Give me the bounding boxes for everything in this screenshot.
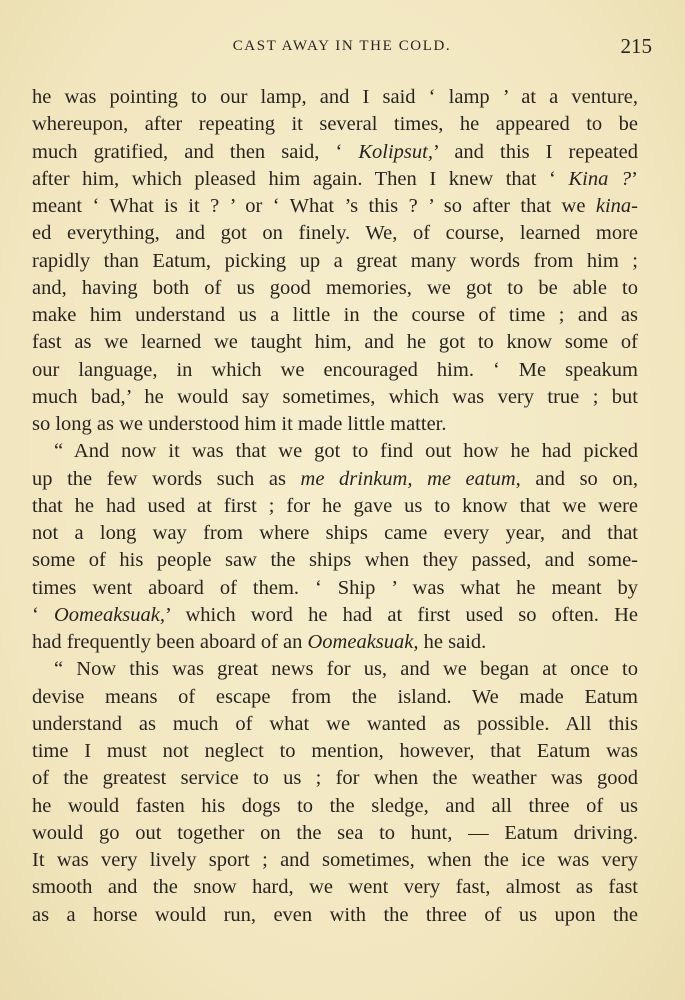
text-line: [32, 384, 638, 411]
text-line: [32, 738, 638, 765]
text-line: [32, 684, 638, 711]
text-segment: that he had used at first ; for he gave us to know that we were: [32, 494, 638, 517]
italic-text: me drinkum, me eatum,: [300, 467, 521, 490]
page-header: [32, 34, 652, 60]
text-segment: ’: [631, 167, 638, 190]
text-line: [32, 166, 638, 193]
text-segment: some of his people saw the ships when they passed, and some-: [32, 549, 638, 572]
text-segment: and, having both of us good memories, we got to be able to: [32, 276, 638, 299]
text-segment: whereupon, after repeating it several times, he appeared to be: [32, 113, 638, 136]
text-line: [32, 111, 638, 138]
text-segment: much bad,’ he would say sometimes, which was very true ; but: [32, 385, 638, 408]
text-line: [32, 220, 638, 247]
text-segment: he would fasten his dogs to the sledge, and all three of us: [32, 794, 638, 817]
italic-text: Oomeaksuak,: [54, 603, 166, 626]
text-line: [32, 629, 638, 656]
text-segment: and so on,: [520, 467, 639, 490]
text-line: [32, 711, 638, 738]
text-line: [32, 302, 638, 329]
text-segment: so long as we understood him it made little matter.: [32, 413, 447, 435]
text-line: [32, 493, 638, 520]
text-line: [32, 438, 638, 465]
text-segment: ‘: [32, 603, 54, 626]
text-segment: meant ‘ What is it ? ’ or ‘ What ’s this ? ’ so after that we: [32, 195, 596, 217]
text-segment: ed everything, and got on finely. We, of course, learned more: [32, 222, 638, 245]
italic-text: Kolipsut,: [358, 140, 433, 163]
text-segment: after him, which pleased him again. Then I knew that ‘: [32, 167, 569, 190]
page-number: 215: [620, 34, 652, 58]
text-line: [32, 902, 638, 929]
text-segment: of the greatest service to us ; for when the weather was good: [32, 767, 638, 790]
text-line: [32, 847, 638, 874]
text-segment: ’ and this I repeated: [432, 140, 638, 163]
text-segment: make him understand us a little in the course of time ; and as: [32, 304, 638, 326]
text-segment: time I must not neglect to mention, however, that Eatum was: [32, 740, 638, 762]
text-line: [32, 765, 638, 792]
text-line: [32, 656, 638, 683]
text-line: [32, 193, 638, 220]
text-segment: not a long way from where ships came every year, and that: [32, 522, 638, 544]
text-line: [32, 466, 638, 493]
text-line: [32, 602, 638, 629]
italic-text: Oomeaksuak,: [307, 631, 419, 653]
text-segment: times went aboard of them. ‘ Ship ’ was what he meant by: [32, 576, 638, 599]
text-segment: devise means of escape from the island. We made Eatum: [32, 685, 638, 708]
italic-text: Kina ?: [568, 167, 632, 190]
text-line: [32, 547, 638, 574]
text-line: [32, 820, 638, 847]
text-segment: ’ which word he had at first used so often. He: [165, 603, 638, 626]
text-segment: understand as much of what we wanted as possible. All this: [32, 712, 638, 735]
text-segment: he said.: [418, 631, 487, 653]
text-line: [32, 248, 638, 275]
text-segment: had frequently been aboard of an: [32, 631, 308, 653]
text-segment: much gratified, and then said, ‘: [32, 140, 359, 163]
italic-text: kina-: [595, 195, 638, 217]
running-head: CAST AWAY IN THE COLD.: [232, 38, 452, 54]
body-text: [32, 84, 638, 929]
text-segment: smooth and the snow hard, we went very fast, almost as fast: [32, 876, 638, 899]
text-line: [32, 357, 638, 384]
text-segment: rapidly than Eatum, picking up a great many words from him ;: [32, 249, 638, 272]
text-segment: fast as we learned we taught him, and he got to know some of: [32, 331, 638, 354]
text-segment: as a horse would run, even with the three of us upon the: [32, 903, 638, 926]
text-line: [32, 793, 638, 820]
text-line: [32, 575, 638, 602]
text-segment: up the few words such as: [32, 467, 301, 490]
text-line: [32, 520, 638, 547]
text-segment: “ And now it was that we got to find out how he had picked: [54, 440, 638, 463]
text-segment: It was very lively sport ; and sometimes, when the ice was very: [32, 849, 638, 871]
text-line: [32, 84, 638, 111]
text-line: [32, 139, 638, 166]
text-segment: “ Now this was great news for us, and we began at once to: [54, 658, 638, 681]
text-line: [32, 275, 638, 302]
text-line: [32, 411, 638, 438]
text-segment: our language, in which we encouraged him. ‘ Me speakum: [32, 358, 638, 381]
text-line: [32, 874, 638, 901]
text-line: [32, 329, 638, 356]
text-segment: he was pointing to our lamp, and I said ‘ lamp ’ at a venture,: [32, 86, 638, 108]
text-segment: would go out together on the sea to hunt, — Eatum driving.: [32, 821, 638, 844]
